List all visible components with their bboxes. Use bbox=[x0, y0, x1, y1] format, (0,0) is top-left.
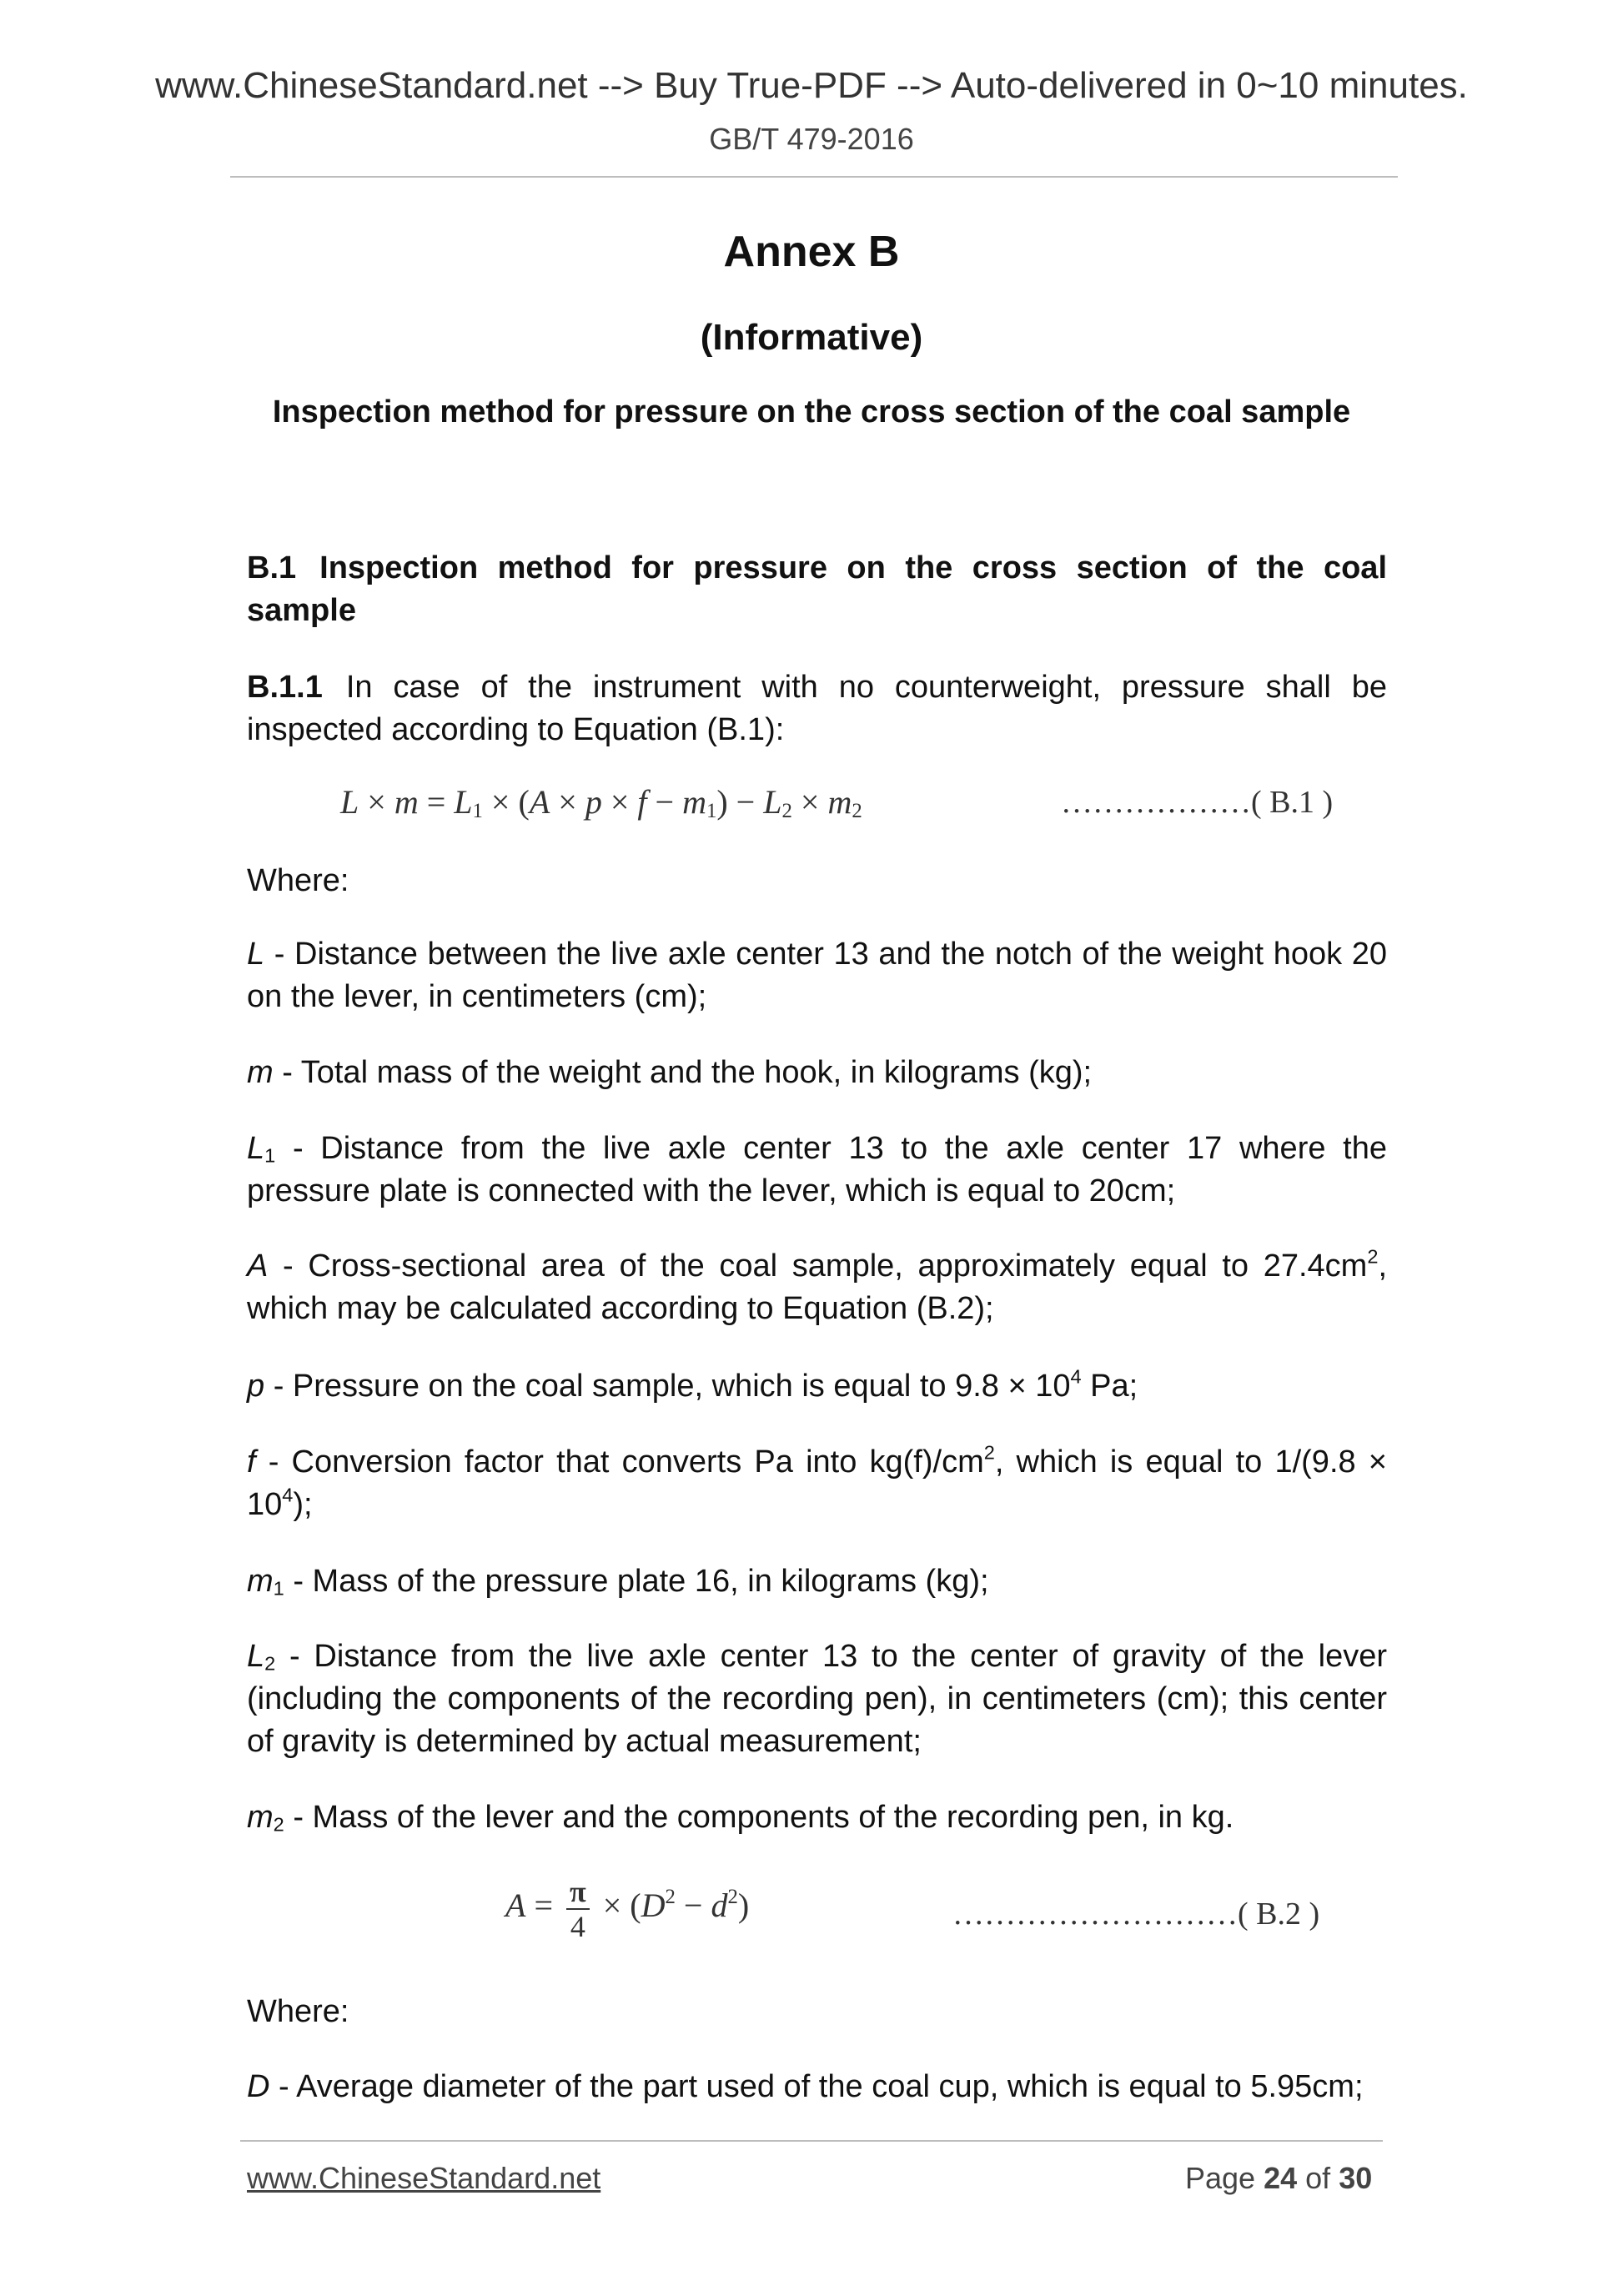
section-number: B.1 bbox=[247, 550, 297, 585]
where-label-2: Where: bbox=[247, 1994, 349, 2029]
footer-divider bbox=[240, 2140, 1383, 2142]
header-banner: www.ChineseStandard.net --> Buy True-PDF --> Auto-delivered in 0~10 minutes. bbox=[155, 65, 1468, 106]
section-heading bbox=[247, 547, 1387, 632]
section-title: Inspection method for pressure on the cross section of the coal sample bbox=[247, 550, 1387, 628]
equation-b1-number: ………………( B.1 ) bbox=[1061, 785, 1334, 820]
annex-title: Annex B bbox=[723, 228, 900, 276]
page-number: Page 24 of 30 bbox=[1185, 2161, 1373, 2195]
def-m: m - Total mass of the weight and the hook, in kilograms (kg); bbox=[247, 1055, 1093, 1090]
equation-b1: $L \times m = L_1 \times (A \times p \times f - m_1) - L_2 \times m_2$ bbox=[340, 783, 862, 822]
def-f: f - Conversion factor that converts Pa into $kg(f)/cm^2$, which is equal to $1/(9.8 \times 10^4)$; bbox=[247, 1441, 1387, 1522]
equation-b2: A = $\frac{\pi}{4}$ × $(D^2 - d^2)$ bbox=[505, 1875, 750, 1943]
def-A: A - Cross-sectional area of the coal sample, approximately equal to $27.4cm^2$, which may be calculated according to Equation (B.2); bbox=[247, 1245, 1387, 1326]
def-L2: $L_2$ - Distance from the live axle center 13 to the center of gravity of the lever (including the components of the recording pen), in centimeters (cm); this center of gravity is determined by actual measurement; bbox=[247, 1639, 1387, 1759]
footer-site-link[interactable]: www.ChineseStandard.net bbox=[247, 2161, 601, 2195]
def-L: L - Distance between the live axle center 13 and the notch of the weight hook 20 on the lever, in centimeters (cm); bbox=[247, 937, 1387, 1014]
clause-b-1-1 bbox=[247, 666, 1387, 751]
def-m2: $m_2$ - Mass of the lever and the components of the recording pen, in kg. bbox=[247, 1800, 1234, 1836]
clause-number: B.1.1 bbox=[247, 670, 323, 705]
clause-text: In case of the instrument with no counterweight, pressure shall be inspected according to Equation (B.1): bbox=[247, 670, 1387, 747]
header-divider bbox=[230, 176, 1398, 178]
equation-b2-number: ………………………( B.2 ) bbox=[952, 1897, 1320, 1932]
annex-subtitle: (Informative) bbox=[700, 317, 923, 358]
def-L1: $L_1$ - Distance from the live axle center 13 to the axle center 17 where the pressure plate is connected with the lever, which is equal to 20cm; bbox=[247, 1131, 1387, 1208]
def-p: p - Pressure on the coal sample, which is equal to $9.8 \times 10^4$ Pa; bbox=[247, 1365, 1138, 1404]
annex-heading: Inspection method for pressure on the cross section of the coal sample bbox=[272, 394, 1351, 430]
def-m1: $m_1$ - Mass of the pressure plate 16, in kilograms (kg); bbox=[247, 1564, 989, 1600]
def-D: D - Average diameter of the part used of the coal cup, which is equal to 5.95cm; bbox=[247, 2069, 1364, 2104]
where-label-1: Where: bbox=[247, 863, 349, 898]
standard-id: GB/T 479-2016 bbox=[709, 122, 914, 156]
